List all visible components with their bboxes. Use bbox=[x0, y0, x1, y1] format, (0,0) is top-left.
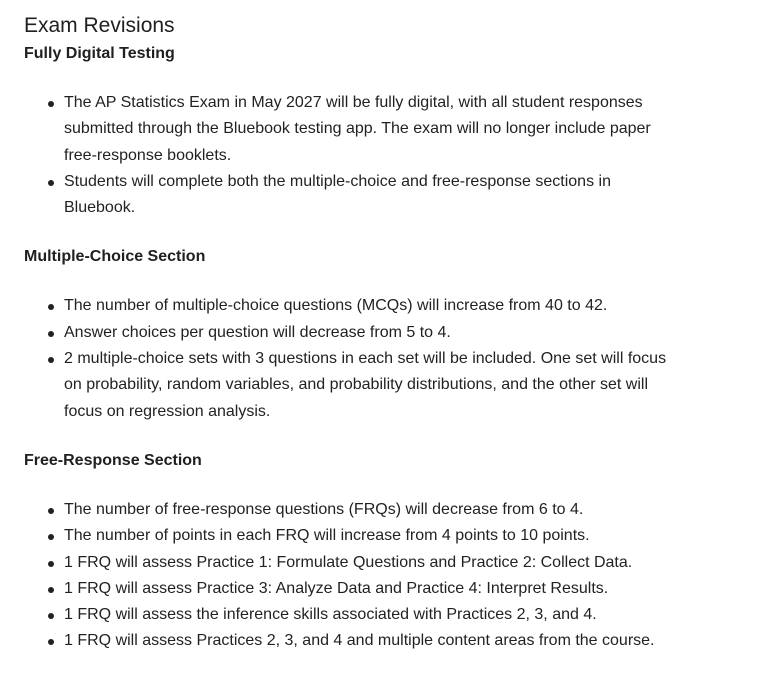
list-item bbox=[64, 576, 744, 602]
list-item bbox=[64, 293, 744, 319]
bullet-icon bbox=[48, 304, 54, 310]
bullet-icon bbox=[48, 534, 54, 540]
list-item-text: 1 FRQ will assess Practice 3: Analyze Data and Practice 4: Interpret Results. bbox=[64, 579, 609, 597]
section-heading: Free-Response Section bbox=[24, 451, 202, 469]
list-item bbox=[64, 169, 744, 222]
section-free-response bbox=[24, 449, 744, 655]
page-title: Exam Revisions bbox=[24, 14, 175, 37]
list-item-text: 1 FRQ will assess Practices 2, 3, and 4 and multiple content areas from the course. bbox=[64, 632, 655, 650]
section-heading: Multiple-Choice Section bbox=[24, 248, 206, 266]
bullet-icon bbox=[48, 508, 54, 514]
list-item-text: 2 multiple-choice sets with 3 questions in each set will be included. One set will focus on probability, random variables, and probability distributions, and the other set will focus on regression analysis. bbox=[64, 350, 667, 420]
bullet-list bbox=[24, 90, 744, 221]
section-heading: Fully Digital Testing bbox=[24, 45, 175, 62]
list-item bbox=[64, 346, 744, 425]
bullet-icon bbox=[48, 587, 54, 593]
bullet-icon bbox=[48, 357, 54, 363]
list-item-text: The number of multiple-choice questions (MCQs) will increase from 40 to 42. bbox=[64, 297, 608, 315]
bullet-icon bbox=[48, 613, 54, 619]
bullet-list bbox=[24, 293, 744, 424]
section-fully-digital-testing bbox=[24, 42, 744, 221]
list-item bbox=[64, 320, 744, 346]
list-item-text: Students will complete both the multiple-choice and free-response sections in Bluebook. bbox=[64, 172, 611, 217]
list-item bbox=[64, 602, 744, 628]
bullet-list bbox=[24, 497, 744, 655]
bullet-icon bbox=[48, 331, 54, 337]
list-item bbox=[64, 550, 744, 576]
list-item-text: 1 FRQ will assess Practice 1: Formulate Questions and Practice 2: Collect Data. bbox=[64, 553, 633, 571]
list-item bbox=[64, 628, 744, 654]
list-item-text: The number of points in each FRQ will increase from 4 points to 10 points. bbox=[64, 527, 590, 545]
list-item bbox=[64, 90, 744, 169]
list-item-text: Answer choices per question will decrease from 5 to 4. bbox=[64, 323, 451, 341]
list-item bbox=[64, 497, 744, 523]
list-item-text: The number of free-response questions (FRQs) will decrease from 6 to 4. bbox=[64, 500, 584, 518]
list-item-text: The AP Statistics Exam in May 2027 will be fully digital, with all student responses submitted through the Bluebook testing app. The exam will no longer include paper free-response booklets. bbox=[64, 94, 651, 164]
bullet-icon bbox=[48, 639, 54, 645]
list-item-text: 1 FRQ will assess the inference skills associated with Practices 2, 3, and 4. bbox=[64, 606, 597, 624]
list-item bbox=[64, 523, 744, 549]
bullet-icon bbox=[48, 101, 54, 107]
bullet-icon bbox=[48, 561, 54, 567]
section-multiple-choice bbox=[24, 245, 744, 424]
bullet-icon bbox=[48, 180, 54, 186]
